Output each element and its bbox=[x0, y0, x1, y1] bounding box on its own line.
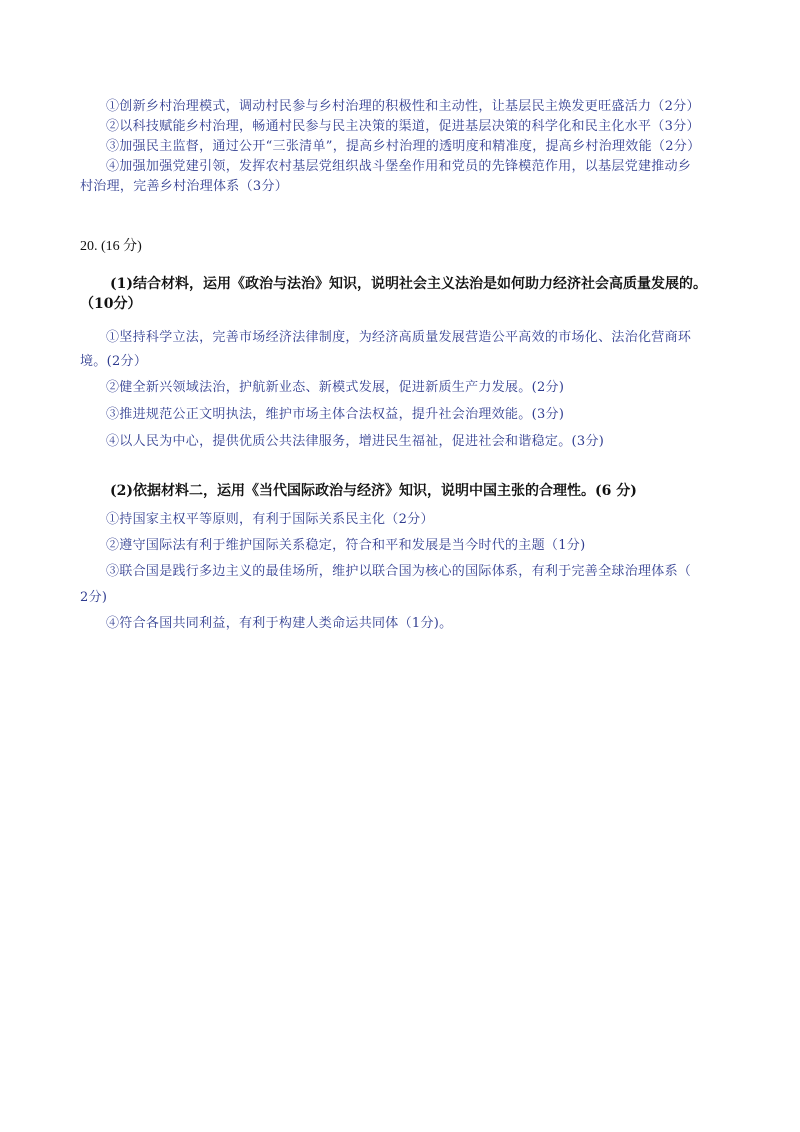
part2-answer-block bbox=[80, 507, 730, 637]
answer-line: ①坚持科学立法，完善市场经济法律制度，为经济高质量发展营造公平高效的市场化、法治化营商环 bbox=[106, 330, 692, 345]
question-20-part1 bbox=[80, 274, 730, 314]
answer-line: ①持国家主权平等原则，有利于国际关系民主化（2分） bbox=[106, 512, 434, 527]
question-text: （10分） bbox=[80, 296, 142, 312]
answer-line: ①创新乡村治理模式，调动村民参与乡村治理的积极性和主动性，让基层民主焕发更旺盛活力（2分） bbox=[106, 99, 700, 114]
answer-line: ④符合各国共同利益，有利于构建人类命运共同体（1分)。 bbox=[106, 616, 453, 631]
top-answer-block bbox=[80, 97, 730, 197]
answer-line: 境。(2分） bbox=[80, 354, 148, 369]
answer-line: ②遵守国际法有利于维护国际关系稳定，符合和平和发展是当今时代的主题（1分) bbox=[106, 538, 586, 553]
question-text: (2)依据材料二，运用《当代国际政治与经济》知识，说明中国主张的合理性。(6 分) bbox=[110, 483, 637, 499]
answer-line: ②以科技赋能乡村治理，畅通村民参与民主决策的渠道，促进基层决策的科学化和民主化水平（3分） bbox=[106, 119, 700, 134]
answer-line: ④以人民为中心，提供优质公共法律服务，增进民生福祉，促进社会和谐稳定。(3分) bbox=[106, 434, 605, 449]
part1-answer-block bbox=[80, 326, 730, 455]
answer-line: ②健全新兴领域法治，护航新业态、新模式发展，促进新质生产力发展。(2分) bbox=[106, 380, 565, 395]
answer-line: ③加强民主监督，通过公开“三张清单”，提高乡村治理的透明度和精准度，提高乡村治理效能（2分） bbox=[106, 139, 701, 154]
answer-line: ④加强加强党建引领，发挥农村基层党组织战斗堡垒作用和党员的先锋模范作用，以基层党建推动乡 bbox=[106, 159, 692, 174]
answer-line: ③推进规范公正文明执法，维护市场主体合法权益，提升社会治理效能。(3分) bbox=[106, 407, 565, 422]
answer-line: 村治理，完善乡村治理体系（3分） bbox=[80, 179, 289, 194]
answer-line: ③联合国是践行多边主义的最佳场所，维护以联合国为核心的国际体系，有利于完善全球治理体系（ bbox=[106, 564, 692, 579]
question-number-text: 20. (16 分) bbox=[80, 239, 142, 254]
question-text: (1)结合材料，运用《政治与法治》知识，说明社会主义法治是如何助力经济社会高质量发展的。 bbox=[110, 276, 707, 292]
question-20-part2 bbox=[80, 481, 730, 501]
answer-line: 2分) bbox=[80, 590, 108, 605]
question-20-number bbox=[80, 237, 730, 257]
